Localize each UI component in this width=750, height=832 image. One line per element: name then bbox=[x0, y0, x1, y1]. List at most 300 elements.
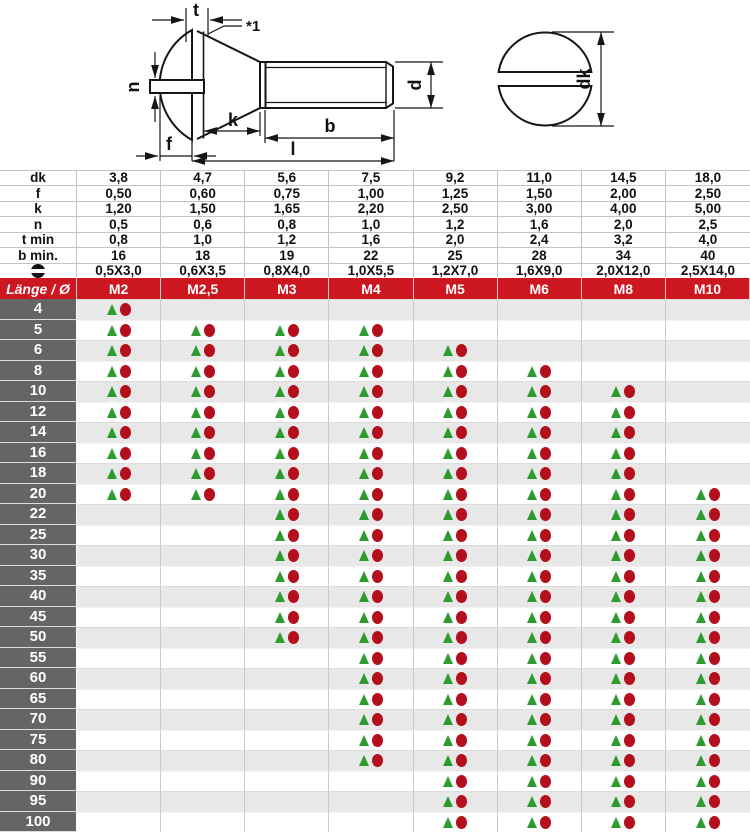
triangle-marker-icon bbox=[443, 407, 453, 418]
availability-cell bbox=[77, 402, 161, 423]
availability-cell bbox=[161, 689, 245, 710]
circle-marker-icon bbox=[709, 795, 720, 808]
length-label: 40 bbox=[0, 586, 77, 607]
circle-marker-icon bbox=[540, 672, 551, 685]
availability-cell bbox=[245, 402, 329, 423]
dim-value-cell: 3,00 bbox=[498, 201, 582, 216]
availability-cell bbox=[77, 320, 161, 341]
availability-cell bbox=[77, 545, 161, 566]
dim-value-cell: 2,50 bbox=[414, 201, 498, 216]
triangle-marker-icon bbox=[275, 325, 285, 336]
circle-marker-icon bbox=[540, 467, 551, 480]
availability-cell bbox=[77, 299, 161, 320]
dim-value-cell: 0,75 bbox=[245, 185, 329, 200]
circle-marker-icon bbox=[624, 467, 635, 480]
triangle-marker-icon bbox=[443, 427, 453, 438]
triangle-marker-icon bbox=[191, 345, 201, 356]
availability-cell bbox=[245, 668, 329, 689]
availability-cell bbox=[161, 299, 245, 320]
availability-cell bbox=[161, 525, 245, 546]
availability-cell bbox=[245, 791, 329, 812]
circle-marker-icon bbox=[456, 775, 467, 788]
triangle-marker-icon bbox=[275, 612, 285, 623]
availability-cell bbox=[666, 791, 750, 812]
triangle-marker-icon bbox=[359, 366, 369, 377]
triangle-marker-icon bbox=[359, 735, 369, 746]
dim-label-l: l bbox=[290, 139, 296, 159]
triangle-marker-icon bbox=[527, 489, 537, 500]
availability-cell bbox=[666, 607, 750, 628]
circle-marker-icon bbox=[120, 467, 131, 480]
availability-cell bbox=[77, 566, 161, 587]
availability-cell bbox=[582, 648, 666, 669]
availability-cell bbox=[245, 607, 329, 628]
length-label: 35 bbox=[0, 566, 77, 587]
availability-cell bbox=[498, 340, 582, 361]
availability-cell bbox=[245, 463, 329, 484]
circle-marker-icon bbox=[540, 447, 551, 460]
availability-cell bbox=[498, 381, 582, 402]
dim-row-label: dk bbox=[0, 170, 77, 185]
dim-value-cell: 7,5 bbox=[329, 170, 413, 185]
availability-cell bbox=[161, 668, 245, 689]
availability-cell bbox=[666, 299, 750, 320]
availability-cell bbox=[666, 668, 750, 689]
length-label: 70 bbox=[0, 709, 77, 730]
availability-cell bbox=[498, 443, 582, 464]
availability-cell bbox=[161, 381, 245, 402]
triangle-marker-icon bbox=[359, 653, 369, 664]
circle-marker-icon bbox=[709, 611, 720, 624]
availability-cell bbox=[414, 299, 498, 320]
triangle-marker-icon bbox=[696, 591, 706, 602]
dim-value-cell: 40 bbox=[666, 247, 750, 262]
triangle-marker-icon bbox=[527, 468, 537, 479]
availability-cell bbox=[329, 648, 413, 669]
triangle-marker-icon bbox=[191, 325, 201, 336]
availability-cell bbox=[582, 812, 666, 832]
circle-marker-icon bbox=[709, 549, 720, 562]
availability-cell bbox=[161, 504, 245, 525]
triangle-marker-icon bbox=[611, 448, 621, 459]
triangle-marker-icon bbox=[359, 345, 369, 356]
matrix-col-header: M5 bbox=[414, 278, 498, 299]
availability-cell bbox=[329, 812, 413, 832]
circle-marker-icon bbox=[540, 529, 551, 542]
triangle-marker-icon bbox=[611, 776, 621, 787]
availability-cell bbox=[77, 812, 161, 832]
triangle-marker-icon bbox=[611, 509, 621, 520]
length-label: 95 bbox=[0, 791, 77, 812]
circle-marker-icon bbox=[372, 570, 383, 583]
cone-top-edge bbox=[197, 31, 260, 62]
availability-cell bbox=[161, 791, 245, 812]
dim-value-cell: 19 bbox=[245, 247, 329, 262]
availability-cell bbox=[582, 771, 666, 792]
matrix-corner-header: Länge / Ø bbox=[0, 278, 77, 299]
circle-marker-icon bbox=[456, 611, 467, 624]
triangle-marker-icon bbox=[527, 796, 537, 807]
availability-cell bbox=[245, 443, 329, 464]
availability-cell bbox=[245, 340, 329, 361]
dim-label-k: k bbox=[227, 110, 239, 130]
availability-cell bbox=[582, 689, 666, 710]
availability-cell bbox=[498, 566, 582, 587]
availability-cell bbox=[77, 668, 161, 689]
length-label: 75 bbox=[0, 730, 77, 751]
circle-marker-icon bbox=[372, 693, 383, 706]
triangle-marker-icon bbox=[107, 407, 117, 418]
circle-marker-icon bbox=[204, 344, 215, 357]
availability-cell bbox=[329, 320, 413, 341]
availability-cell bbox=[329, 402, 413, 423]
triangle-marker-icon bbox=[696, 632, 706, 643]
triangle-marker-icon bbox=[611, 817, 621, 828]
triangle-marker-icon bbox=[443, 530, 453, 541]
circle-marker-icon bbox=[624, 385, 635, 398]
availability-cell bbox=[77, 504, 161, 525]
availability-cell bbox=[329, 381, 413, 402]
availability-cell bbox=[582, 730, 666, 751]
circle-marker-icon bbox=[204, 324, 215, 337]
triangle-marker-icon bbox=[275, 468, 285, 479]
availability-cell bbox=[582, 299, 666, 320]
circle-marker-icon bbox=[540, 795, 551, 808]
triangle-marker-icon bbox=[107, 325, 117, 336]
availability-cell bbox=[498, 504, 582, 525]
availability-cell bbox=[666, 566, 750, 587]
availability-cell bbox=[666, 709, 750, 730]
triangle-marker-icon bbox=[443, 612, 453, 623]
availability-cell bbox=[498, 750, 582, 771]
circle-marker-icon bbox=[372, 324, 383, 337]
dim-row-label: b min. bbox=[0, 247, 77, 262]
triangle-marker-icon bbox=[359, 632, 369, 643]
availability-cell bbox=[414, 545, 498, 566]
shank-outline bbox=[260, 62, 393, 108]
availability-cell bbox=[329, 340, 413, 361]
triangle-marker-icon bbox=[443, 550, 453, 561]
triangle-marker-icon bbox=[527, 612, 537, 623]
availability-cell bbox=[498, 709, 582, 730]
screw-drawing-svg bbox=[0, 0, 750, 170]
availability-cell bbox=[666, 340, 750, 361]
circle-marker-icon bbox=[624, 426, 635, 439]
availability-cell bbox=[161, 320, 245, 341]
triangle-marker-icon bbox=[696, 694, 706, 705]
availability-cell bbox=[77, 648, 161, 669]
circle-marker-icon bbox=[288, 467, 299, 480]
circle-marker-icon bbox=[540, 508, 551, 521]
availability-cell bbox=[582, 791, 666, 812]
availability-cell bbox=[329, 299, 413, 320]
circle-marker-icon bbox=[456, 385, 467, 398]
availability-cell bbox=[414, 566, 498, 587]
availability-cell bbox=[414, 443, 498, 464]
availability-cell bbox=[245, 381, 329, 402]
circle-marker-icon bbox=[624, 795, 635, 808]
circle-marker-icon bbox=[709, 508, 720, 521]
circle-marker-icon bbox=[540, 590, 551, 603]
availability-cell bbox=[498, 791, 582, 812]
availability-cell bbox=[414, 709, 498, 730]
availability-cell bbox=[245, 484, 329, 505]
availability-cell bbox=[161, 545, 245, 566]
availability-cell bbox=[329, 443, 413, 464]
availability-cell bbox=[245, 812, 329, 832]
circle-marker-icon bbox=[624, 734, 635, 747]
triangle-marker-icon bbox=[611, 714, 621, 725]
triangle-marker-icon bbox=[611, 591, 621, 602]
availability-cell bbox=[77, 484, 161, 505]
length-label: 90 bbox=[0, 771, 77, 792]
slot-bar bbox=[31, 269, 45, 273]
availability-cell bbox=[77, 381, 161, 402]
availability-cell bbox=[329, 484, 413, 505]
dim-value-cell: 0,8 bbox=[245, 216, 329, 231]
circle-marker-icon bbox=[456, 795, 467, 808]
triangle-marker-icon bbox=[275, 366, 285, 377]
triangle-marker-icon bbox=[191, 489, 201, 500]
triangle-marker-icon bbox=[696, 673, 706, 684]
triangle-marker-icon bbox=[527, 427, 537, 438]
circle-marker-icon bbox=[456, 529, 467, 542]
triangle-marker-icon bbox=[443, 571, 453, 582]
availability-cell bbox=[582, 402, 666, 423]
availability-cell bbox=[161, 812, 245, 832]
availability-cell bbox=[329, 750, 413, 771]
dim-row-label: n bbox=[0, 216, 77, 231]
triangle-marker-icon bbox=[527, 530, 537, 541]
availability-cell bbox=[77, 586, 161, 607]
availability-cell bbox=[498, 648, 582, 669]
circle-marker-icon bbox=[372, 447, 383, 460]
circle-marker-icon bbox=[288, 529, 299, 542]
circle-marker-icon bbox=[540, 754, 551, 767]
dim-row-label: t min bbox=[0, 232, 77, 247]
availability-cell bbox=[414, 668, 498, 689]
circle-marker-icon bbox=[540, 406, 551, 419]
triangle-marker-icon bbox=[443, 468, 453, 479]
dim-value-cell: 2,0 bbox=[414, 232, 498, 247]
triangle-marker-icon bbox=[696, 817, 706, 828]
circle-marker-icon bbox=[456, 652, 467, 665]
circle-marker-icon bbox=[288, 406, 299, 419]
circle-marker-icon bbox=[709, 734, 720, 747]
availability-cell bbox=[161, 627, 245, 648]
dim-value-cell: 0,8X4,0 bbox=[245, 263, 329, 278]
circle-marker-icon bbox=[624, 611, 635, 624]
triangle-marker-icon bbox=[696, 735, 706, 746]
triangle-marker-icon bbox=[359, 468, 369, 479]
triangle-marker-icon bbox=[696, 776, 706, 787]
circle-marker-icon bbox=[372, 672, 383, 685]
circle-marker-icon bbox=[456, 344, 467, 357]
circle-marker-icon bbox=[288, 344, 299, 357]
triangle-marker-icon bbox=[107, 468, 117, 479]
availability-cell bbox=[666, 504, 750, 525]
triangle-marker-icon bbox=[191, 407, 201, 418]
length-label: 100 bbox=[0, 812, 77, 832]
availability-cell bbox=[582, 381, 666, 402]
triangle-marker-icon bbox=[527, 509, 537, 520]
length-label: 4 bbox=[0, 299, 77, 320]
triangle-marker-icon bbox=[107, 427, 117, 438]
triangle-marker-icon bbox=[696, 653, 706, 664]
availability-cell bbox=[414, 812, 498, 832]
availability-cell bbox=[666, 525, 750, 546]
circle-marker-icon bbox=[624, 652, 635, 665]
dim-label-n: n bbox=[123, 81, 143, 93]
triangle-marker-icon bbox=[611, 632, 621, 643]
head-top-segment bbox=[499, 32, 592, 72]
triangle-marker-icon bbox=[443, 776, 453, 787]
dim-row-label: k bbox=[0, 201, 77, 216]
availability-cell bbox=[582, 443, 666, 464]
length-label: 16 bbox=[0, 443, 77, 464]
availability-cell bbox=[245, 709, 329, 730]
triangle-marker-icon bbox=[359, 489, 369, 500]
triangle-marker-icon bbox=[359, 427, 369, 438]
triangle-marker-icon bbox=[696, 489, 706, 500]
availability-cell bbox=[329, 607, 413, 628]
length-label: 20 bbox=[0, 484, 77, 505]
circle-marker-icon bbox=[624, 549, 635, 562]
circle-marker-icon bbox=[456, 754, 467, 767]
slotted-drive-icon bbox=[31, 264, 45, 278]
dim-value-cell: 1,6 bbox=[498, 216, 582, 231]
circle-marker-icon bbox=[456, 508, 467, 521]
length-label: 50 bbox=[0, 627, 77, 648]
dim-value-cell: 28 bbox=[498, 247, 582, 262]
triangle-marker-icon bbox=[275, 386, 285, 397]
matrix-col-header: M3 bbox=[245, 278, 329, 299]
circle-marker-icon bbox=[709, 529, 720, 542]
dim-value-cell: 1,6X9,0 bbox=[498, 263, 582, 278]
dim-label-t: t bbox=[193, 0, 199, 20]
dim-value-cell: 4,0 bbox=[666, 232, 750, 247]
circle-marker-icon bbox=[456, 816, 467, 829]
availability-cell bbox=[414, 463, 498, 484]
availability-cell bbox=[498, 586, 582, 607]
availability-cell bbox=[161, 750, 245, 771]
availability-cell bbox=[582, 607, 666, 628]
circle-marker-icon bbox=[204, 488, 215, 501]
dim-value-cell: 1,2 bbox=[414, 216, 498, 231]
triangle-marker-icon bbox=[443, 817, 453, 828]
availability-cell bbox=[498, 402, 582, 423]
triangle-marker-icon bbox=[611, 735, 621, 746]
circle-marker-icon bbox=[372, 734, 383, 747]
circle-marker-icon bbox=[709, 775, 720, 788]
triangle-marker-icon bbox=[527, 817, 537, 828]
triangle-marker-icon bbox=[275, 571, 285, 582]
triangle-marker-icon bbox=[443, 714, 453, 725]
triangle-marker-icon bbox=[696, 755, 706, 766]
triangle-marker-icon bbox=[359, 755, 369, 766]
circle-marker-icon bbox=[709, 488, 720, 501]
availability-cell bbox=[77, 771, 161, 792]
dim-value-cell: 18 bbox=[161, 247, 245, 262]
availability-cell bbox=[666, 402, 750, 423]
triangle-marker-icon bbox=[527, 714, 537, 725]
size-matrix bbox=[0, 278, 750, 832]
dim-value-cell: 1,65 bbox=[245, 201, 329, 216]
dim-value-cell: 1,50 bbox=[161, 201, 245, 216]
length-label: 5 bbox=[0, 320, 77, 341]
dim-value-cell: 1,0X5,5 bbox=[329, 263, 413, 278]
dim-value-cell: 16 bbox=[77, 247, 161, 262]
availability-cell bbox=[498, 545, 582, 566]
availability-cell bbox=[329, 627, 413, 648]
length-label: 12 bbox=[0, 402, 77, 423]
triangle-marker-icon bbox=[443, 345, 453, 356]
dim-value-cell: 2,50 bbox=[666, 185, 750, 200]
triangle-marker-icon bbox=[275, 530, 285, 541]
length-label: 8 bbox=[0, 361, 77, 382]
circle-marker-icon bbox=[456, 447, 467, 460]
triangle-marker-icon bbox=[696, 530, 706, 541]
circle-marker-icon bbox=[204, 365, 215, 378]
circle-marker-icon bbox=[288, 324, 299, 337]
triangle-marker-icon bbox=[359, 673, 369, 684]
length-label: 60 bbox=[0, 668, 77, 689]
circle-marker-icon bbox=[624, 754, 635, 767]
availability-cell bbox=[245, 566, 329, 587]
triangle-marker-icon bbox=[275, 345, 285, 356]
availability-cell bbox=[245, 504, 329, 525]
length-label: 80 bbox=[0, 750, 77, 771]
circle-marker-icon bbox=[204, 385, 215, 398]
triangle-marker-icon bbox=[611, 489, 621, 500]
dim-label-dk: dk bbox=[574, 68, 594, 90]
dimension-table bbox=[0, 170, 750, 278]
circle-marker-icon bbox=[288, 365, 299, 378]
availability-cell bbox=[666, 361, 750, 382]
availability-cell bbox=[666, 648, 750, 669]
circle-marker-icon bbox=[372, 631, 383, 644]
triangle-marker-icon bbox=[275, 407, 285, 418]
triangle-marker-icon bbox=[611, 612, 621, 623]
circle-marker-icon bbox=[372, 488, 383, 501]
triangle-marker-icon bbox=[443, 673, 453, 684]
circle-marker-icon bbox=[120, 447, 131, 460]
availability-cell bbox=[161, 709, 245, 730]
availability-cell bbox=[161, 463, 245, 484]
availability-cell bbox=[666, 320, 750, 341]
availability-cell bbox=[329, 463, 413, 484]
availability-cell bbox=[414, 689, 498, 710]
availability-cell bbox=[329, 422, 413, 443]
availability-cell bbox=[245, 361, 329, 382]
dim-value-cell: 1,50 bbox=[498, 185, 582, 200]
dim-label-ref1: *1 bbox=[246, 18, 261, 35]
triangle-marker-icon bbox=[275, 509, 285, 520]
availability-cell bbox=[161, 771, 245, 792]
availability-cell bbox=[77, 607, 161, 628]
triangle-marker-icon bbox=[359, 714, 369, 725]
circle-marker-icon bbox=[288, 570, 299, 583]
availability-cell bbox=[498, 463, 582, 484]
length-label: 45 bbox=[0, 607, 77, 628]
availability-cell bbox=[245, 422, 329, 443]
availability-cell bbox=[666, 381, 750, 402]
matrix-col-header: M10 bbox=[666, 278, 750, 299]
availability-cell bbox=[498, 689, 582, 710]
availability-cell bbox=[414, 791, 498, 812]
dim-value-cell: 2,0X12,0 bbox=[582, 263, 666, 278]
dim-value-cell: 5,00 bbox=[666, 201, 750, 216]
